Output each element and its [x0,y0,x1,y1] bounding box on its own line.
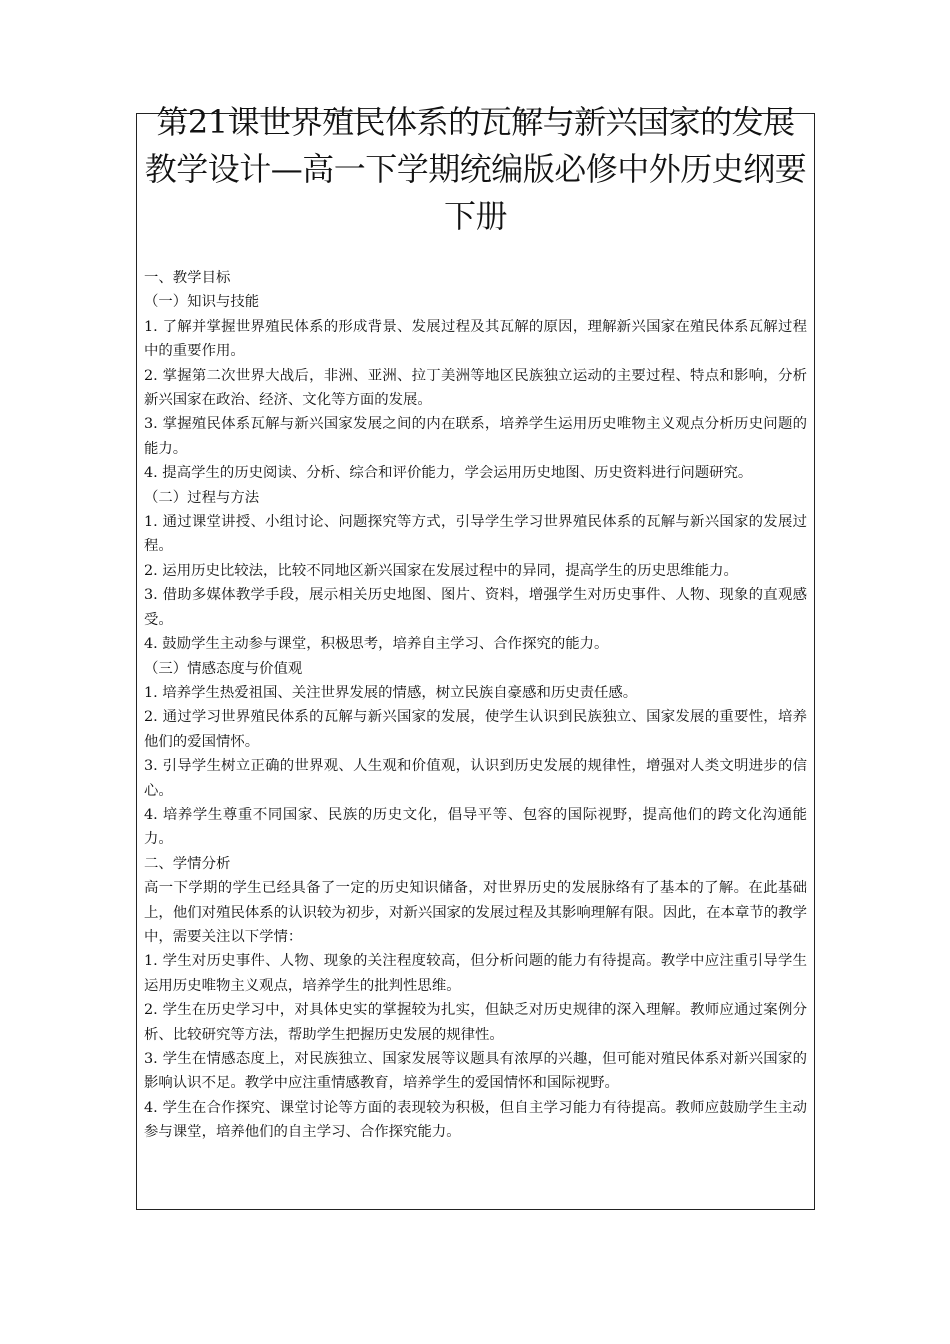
paragraph: 3. 掌握殖民体系瓦解与新兴国家发展之间的内在联系，培养学生运用历史唯物主义观点分析历史问题的能力。 [144,416,807,457]
subsection-heading: （一）知识与技能 [144,294,260,311]
paragraph: 4. 学生在合作探究、课堂讨论等方面的表现较为积极，但自主学习能力有待提高。教师应鼓励学生主动参与课堂，培养他们的自主学习、合作探究能力。 [144,1099,807,1141]
section-heading: 二、学情分析 [144,855,231,872]
paragraph: 4. 提高学生的历史阅读、分析、综合和评价能力，学会运用历史地图、历史资料进行问题研究。 [144,465,753,482]
paragraph: 4. 培养学生尊重不同国家、民族的历史文化，倡导平等、包容的国际视野，提高他们的跨文化沟通能力。 [144,806,807,848]
paragraph: 2. 运用历史比较法，比较不同地区新兴国家在发展过程中的异同，提高学生的历史思维能力。 [144,562,738,579]
paragraph: 1. 学生对历史事件、人物、现象的关注程度较高，但分析问题的能力有待提高。教学中应注重引导学生运用历史唯物主义观点，培养学生的批判性思维。 [144,953,807,994]
paragraph: 1. 培养学生热爱祖国、关注世界发展的情感，树立民族自豪感和历史责任感。 [144,684,638,701]
document-body [144,266,807,1145]
subsection-heading: （二）过程与方法 [144,489,260,506]
paragraph: 3. 引导学生树立正确的世界观、人生观和价值观，认识到历史发展的规律性，增强对人类文明进步的信心。 [144,758,807,799]
paragraph: 2. 学生在历史学习中，对具体史实的掌握较为扎实，但缺乏对历史规律的深入理解。教师应通过案例分析、比较研究等方法，帮助学生把握历史发展的规律性。 [144,1002,807,1043]
paragraph: 4. 鼓励学生主动参与课堂，积极思考，培养自主学习、合作探究的能力。 [144,636,609,653]
subsection-heading: （三）情感态度与价值观 [144,660,303,677]
paragraph: 高一下学期的学生已经具备了一定的历史知识储备，对世界历史的发展脉络有了基本的了解。在此基础上，他们对殖民体系的认识较为初步，对新兴国家的发展过程及其影响理解有限。因此，在本章节的教学中，需要关注以下学情： [144,880,807,945]
document-title: 第21课世界殖民体系的瓦解与新兴国家的发展教学设计—高一下学期统编版必修中外历史纲要下册 [144,103,807,235]
section-heading: 一、教学目标 [144,270,231,286]
paragraph: 1. 通过课堂讲授、小组讨论、问题探究等方式，引导学生学习世界殖民体系的瓦解与新兴国家的发展过程。 [144,514,807,555]
paragraph: 2. 通过学习世界殖民体系的瓦解与新兴国家的发展，使学生认识到民族独立、国家发展的重要性，培养他们的爱国情怀。 [144,709,807,750]
paragraph: 3. 学生在情感态度上，对民族独立、国家发展等议题具有浓厚的兴趣，但可能对殖民体系对新兴国家的影响认识不足。教学中应注重情感教育，培养学生的爱国情怀和国际视野。 [144,1051,807,1092]
document-frame [136,103,815,1210]
paragraph: 1. 了解并掌握世界殖民体系的形成背景、发展过程及其瓦解的原因，理解新兴国家在殖民体系瓦解过程中的重要作用。 [144,318,807,360]
paragraph: 3. 借助多媒体教学手段，展示相关历史地图、图片、资料，增强学生对历史事件、人物、现象的直观感受。 [144,587,807,628]
paragraph: 2. 掌握第二次世界大战后，非洲、亚洲、拉丁美洲等地区民族独立运动的主要过程、特点和影响，分析新兴国家在政治、经济、文化等方面的发展。 [144,367,807,409]
